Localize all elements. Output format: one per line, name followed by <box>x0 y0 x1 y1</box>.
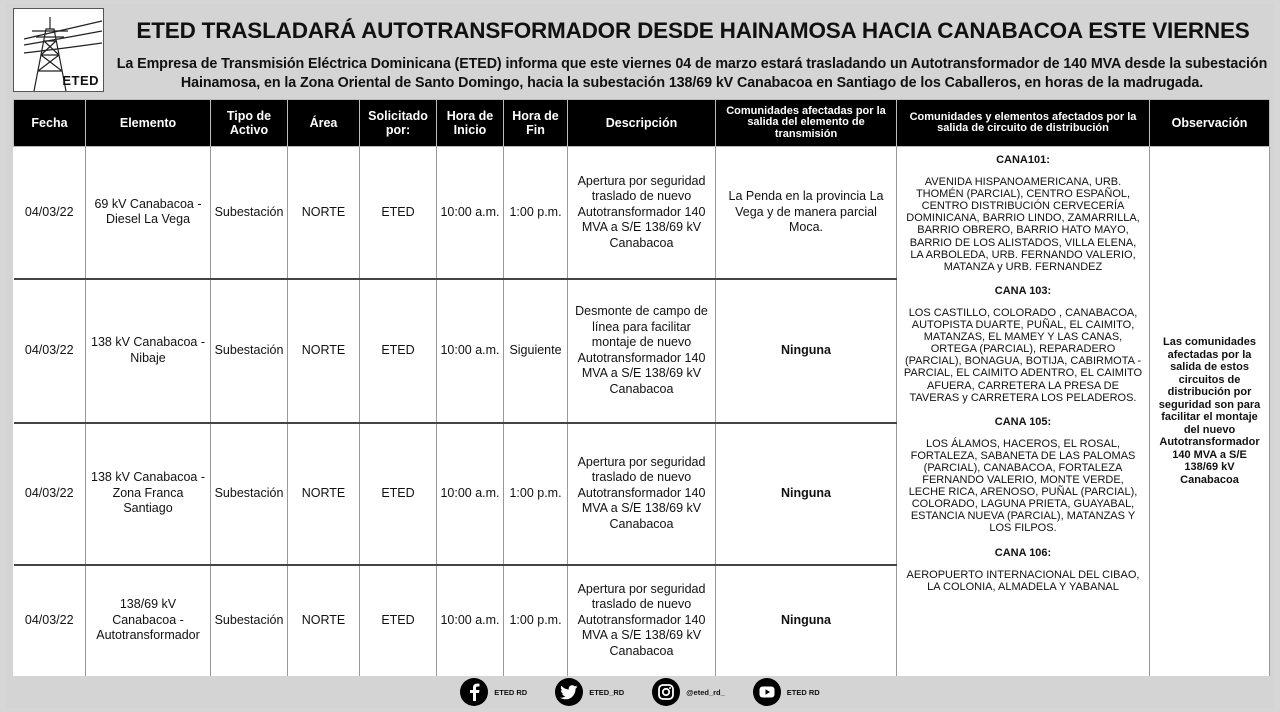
logo-text: ETED <box>62 73 99 88</box>
facebook-icon <box>460 678 488 706</box>
youtube-icon <box>753 678 781 706</box>
table-row <box>14 147 1270 279</box>
cell-comunidades: Ninguna <box>716 565 897 676</box>
cell-fin: 1:00 p.m. <box>504 565 568 676</box>
cell-comunidades: Ninguna <box>716 423 897 565</box>
cell-descripcion: Apertura por seguridad traslado de nuevo Autotransformador 140 MVA a S/E 138/69 kV Canabacoa <box>568 565 716 676</box>
cell-solicitado: ETED <box>360 147 437 279</box>
cell-distribucion <box>897 147 1150 676</box>
cell-descripcion: Apertura por seguridad traslado de nuevo Autotransformador 140 MVA a S/E 138/69 kV Canabacoa <box>568 147 716 279</box>
table-header-row <box>14 100 1270 147</box>
social-facebook[interactable] <box>460 678 527 706</box>
cell-tipo: Subestación <box>211 279 288 423</box>
cell-area: NORTE <box>288 279 360 423</box>
header-area: Área <box>288 100 360 147</box>
facebook-handle: ETED RD <box>494 687 528 697</box>
circuit-name: CANA 106: <box>994 546 1052 559</box>
cell-tipo: Subestación <box>211 147 288 279</box>
cell-elemento: 138/69 kV Canabacoa - Autotransformador <box>86 565 211 676</box>
cell-area: NORTE <box>288 565 360 676</box>
social-footer <box>6 676 1274 708</box>
header-elemento: Elemento <box>86 100 211 147</box>
cell-observacion: Las comunidades afectadas por la salida de estos circuitos de distribución por seguridad son para facilitar el montaje del nuevo Autotransformador 140 MVA a S/E 138/69 kV Canabacoa <box>1150 147 1270 676</box>
circuit-communities: LOS ÁLAMOS, HACEROS, EL ROSAL, FORTALEZA, SABANETA DE LAS PALOMAS (PARCIAL), CANABACOA, FORTALEZA FERNANDO VALERIO, MONTE VERDE, LECHE RICA, ARENOSO, PUÑAL (PARCIAL), COLORADO, LAGUNA PRIETA, GUAYABAL, ESTANCIA NUEVA (PARCIAL), MATANZAS Y LOS FILPOS. <box>908 437 1138 535</box>
cell-fecha: 04/03/22 <box>14 147 86 279</box>
eted-logo <box>13 8 104 92</box>
page-subtitle: La Empresa de Transmisión Eléctrica Dominicana (ETED) informa que este viernes 04 de marzo estará trasladando un Autotransformador de 140 MVA desde la subestación Hainamosa, en la Zona Oriental de Santo Domingo, hacia la subestación 138/69 kV Canabacoa en Santiago de los Caballeros, en horas de la madrugada. <box>116 56 1268 91</box>
notice-frame <box>6 4 1274 708</box>
cell-fecha: 04/03/22 <box>14 423 86 565</box>
schedule-table <box>13 99 1270 676</box>
page-title: ETED TRASLADARÁ AUTOTRANSFORMADOR DESDE HAINAMOSA HACIA CANABACOA ESTE VIERNES <box>136 18 1250 43</box>
cell-solicitado: ETED <box>360 423 437 565</box>
cell-elemento: 138 kV Canabacoa - Zona Franca Santiago <box>86 423 211 565</box>
header-fin: Hora de Fin <box>504 100 568 147</box>
cell-fecha: 04/03/22 <box>14 279 86 423</box>
twitter-handle: ETED_RD <box>589 687 625 697</box>
cell-descripcion: Apertura por seguridad traslado de nuevo Autotransformador 140 MVA a S/E 138/69 kV Canabacoa <box>568 423 716 565</box>
cell-fin: 1:00 p.m. <box>504 423 568 565</box>
header-inicio: Hora de Inicio <box>437 100 504 147</box>
circuit-name: CANA 103: <box>994 284 1052 297</box>
circuit-communities: AVENIDA HISPANOAMERICANA, URB. THOMÉN (PARCIAL), CENTRO ESPAÑOL, CENTRO DISTRIBUCIÓN CERVECERÍA DOMINICANA, BARRIO LINDO, ZAMARRILLA, BARRIO OBRERO, BARRIO HATO MAYO, BARRIO DE LOS ALISTADOS, VILLA ELENA, LA ARBOLEDA, URB. FERNANDO VALERIO, MATANZA y URB. FERNANDEZ <box>906 176 1140 273</box>
cell-comunidades: La Penda en la provincia La Vega y de manera parcial Moca. <box>716 147 897 279</box>
cell-comunidades: Ninguna <box>716 279 897 423</box>
cell-inicio: 10:00 a.m. <box>437 279 504 423</box>
cell-inicio: 10:00 a.m. <box>437 147 504 279</box>
header-fecha: Fecha <box>14 100 86 147</box>
social-instagram[interactable] <box>652 678 725 706</box>
circuit-name: CANA101: <box>996 154 1050 166</box>
cell-solicitado: ETED <box>360 565 437 676</box>
header-observacion: Observación <box>1150 100 1270 147</box>
cell-elemento: 138 kV Canabacoa - Nibaje <box>86 279 211 423</box>
circuit-name: CANA 105: <box>994 415 1052 428</box>
circuit-communities: LOS CASTILLO, COLORADO , CANABACOA, AUTOPISTA DUARTE, PUÑAL, EL CAIMITO, MATANZAS, EL MAMEY Y LAS CANAS, ORTEGA (PARCIAL), REPARADERO (PARCIAL), BONAGUA, BOTIJA, CABIRMOTA - PARCIAL, EL CAIMITO ADENTRO, EL CAIMITO AFUERA, CARRETERA LA PRESA DE TAVERAS y CARRETERA LOS PELADEROS. <box>903 306 1143 404</box>
cell-descripcion: Desmonte de campo de línea para facilitar montaje de nuevo Autotransformador 140 MVA a S/E 138/69 kV Canabacoa <box>568 279 716 423</box>
cell-fin: 1:00 p.m. <box>504 147 568 279</box>
cell-elemento: 69 kV Canabacoa - Diesel La Vega <box>86 147 211 279</box>
header-tipo: Tipo de Activo <box>211 100 288 147</box>
header-comunidades: Comunidades afectadas por la salida del elemento de transmisión <box>716 100 897 147</box>
social-youtube[interactable] <box>753 678 820 706</box>
circuit-communities: AEROPUERTO INTERNACIONAL DEL CIBAO, LA COLONIA, ALMADELA Y YABANAL <box>906 568 1140 593</box>
instagram-icon <box>652 678 680 706</box>
cell-area: NORTE <box>288 147 360 279</box>
cell-tipo: Subestación <box>211 565 288 676</box>
cell-tipo: Subestación <box>211 423 288 565</box>
twitter-icon <box>555 678 583 706</box>
cell-fecha: 04/03/22 <box>14 565 86 676</box>
cell-inicio: 10:00 a.m. <box>437 565 504 676</box>
social-twitter[interactable] <box>555 678 624 706</box>
cell-area: NORTE <box>288 423 360 565</box>
header-solicitado: Solicitado por: <box>360 100 437 147</box>
cell-inicio: 10:00 a.m. <box>437 423 504 565</box>
cell-fin: Siguiente <box>504 279 568 423</box>
header-descripcion: Descripción <box>568 100 716 147</box>
youtube-handle: ETED RD <box>786 687 820 697</box>
instagram-handle: @eted_rd_ <box>686 687 725 697</box>
cell-solicitado: ETED <box>360 279 437 423</box>
header-distribucion: Comunidades y elementos afectados por la salida de circuito de distribución <box>897 100 1150 147</box>
